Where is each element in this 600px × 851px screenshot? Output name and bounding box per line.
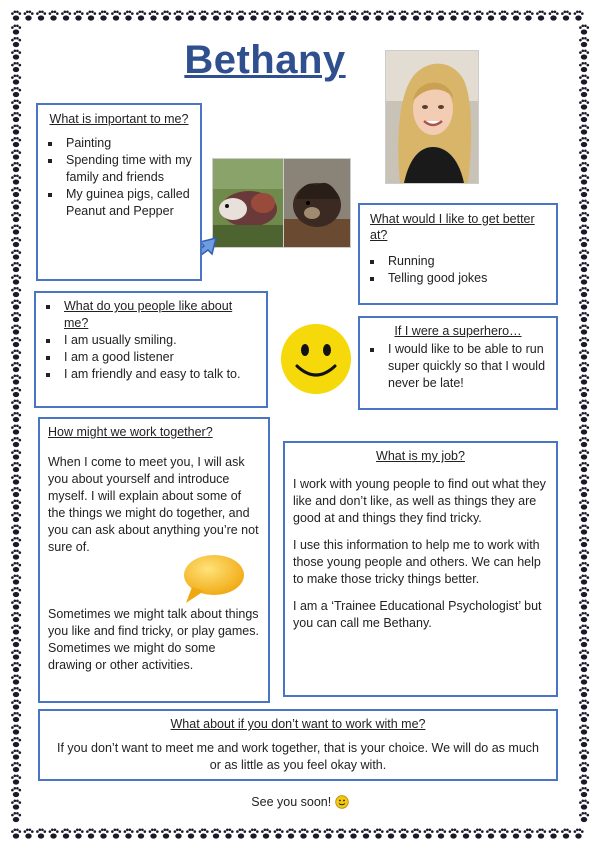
job-para-1: I work with young people to find out what they like and don’t like, as well as things they are good at and things they find tricky.	[293, 477, 546, 525]
list-item: ▪ I am a good listener	[60, 349, 258, 366]
like-box	[34, 291, 268, 408]
speech-bubble-icon	[180, 553, 246, 605]
notwork-heading: What about if you don’t want to work with me?	[170, 717, 426, 731]
list-item: ▪ I am usually smiling.	[60, 332, 258, 349]
superhero-box	[358, 316, 558, 410]
important-box	[36, 103, 202, 281]
guinea-pig-photo-2	[283, 158, 351, 248]
better-heading: What would I like to get better at?	[370, 212, 535, 242]
smiley-face-icon	[279, 322, 353, 396]
list-item: ▪ I would like to be able to run super quickly so that I would never be late!	[384, 341, 548, 392]
notwork-box	[38, 709, 558, 781]
list-item: ▪ Running	[384, 253, 548, 270]
together-para-2: Sometimes we might talk about things you like and find tricky, or play games. Sometimes we might do some drawing or other activities.	[48, 607, 259, 672]
better-box	[358, 203, 558, 305]
job-para-2: I use this information to help me to work with those young people and others. We can help to make those tricky things better.	[293, 538, 541, 586]
list-item: ▪ Painting	[62, 135, 192, 152]
list-item: ▪ My guinea pigs, called Peanut and Pepper	[62, 186, 192, 220]
page-title: Bethany	[184, 38, 346, 82]
guinea-pig-photo-1	[212, 158, 284, 248]
job-box	[283, 441, 558, 697]
portrait-photo	[385, 50, 479, 184]
notwork-text: If you don’t want to meet me and work together, that is your choice. We will do as much or as little as you feel okay with.	[57, 741, 539, 772]
smiley-icon	[335, 795, 349, 809]
together-heading: How might we work together?	[48, 425, 213, 439]
together-para-1: When I come to meet you, I will ask you about yourself and introduce myself. I will explain about some of the things we might do together, and you can ask about anything you’re not sure of.	[48, 455, 259, 554]
list-item: ▪ Spending time with my family and friends	[62, 152, 192, 186]
job-para-3: I am a ‘Trainee Educational Psychologist’ but you can call me Bethany.	[293, 599, 542, 630]
job-heading: What is my job?	[376, 449, 465, 463]
superhero-heading: If I were a superhero…	[394, 324, 522, 338]
list-item: ▪ I am friendly and easy to talk to.	[60, 366, 258, 383]
important-heading: What is important to me?	[49, 112, 189, 126]
footer-text: See you soon!	[251, 795, 332, 809]
like-heading: ▪ What do you people like about me?	[60, 298, 258, 332]
footer	[200, 795, 400, 809]
list-item: ▪ Telling good jokes	[384, 270, 548, 287]
